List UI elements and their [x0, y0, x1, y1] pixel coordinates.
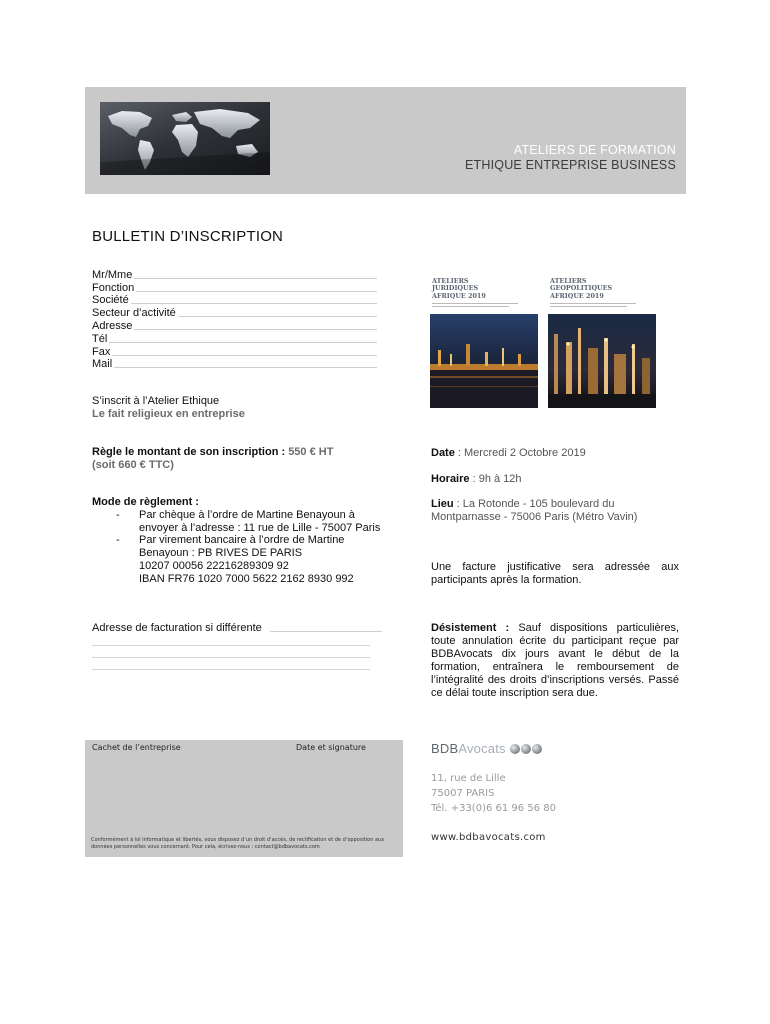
atelier-title: Le fait religieux en entreprise — [92, 408, 245, 420]
cover-title-line1: ATELIERS — [432, 277, 469, 285]
billing-line-2[interactable] — [92, 634, 370, 646]
field-mail[interactable] — [92, 358, 377, 371]
cover-title — [550, 278, 612, 300]
field-label: Tél — [92, 332, 108, 345]
cachet-label: Cachet de l’entreprise — [92, 743, 181, 752]
cover-subtitle-lines — [432, 301, 528, 309]
field-label: Mr/Mme — [92, 268, 133, 281]
field-label: Adresse — [92, 319, 133, 332]
field-input-line[interactable] — [109, 342, 377, 343]
desistement-policy — [431, 622, 679, 700]
brochure-covers — [430, 268, 690, 408]
desistement-text: Sauf dispositions particulières, toute annulation écrite du participant reçue par BDBAvocats dix jours avant le début de la formation, entraînera le remboursement de l’intégralité des droits d’inscriptions versés. Passé ce délai toute inscription sera due. — [431, 622, 679, 699]
logo-spheres-icon — [510, 744, 542, 754]
billing-address — [92, 622, 382, 670]
field-input-line[interactable] — [134, 329, 377, 330]
payment-methods-heading: Mode de règlement : — [92, 496, 199, 508]
list-item-line: envoyer à l’adresse : 11 rue de Lille - 75007 Paris — [139, 521, 381, 534]
field-fonction[interactable] — [92, 281, 377, 294]
payment-methods — [92, 496, 397, 586]
inscription-line1: S’inscrit à l’Atelier Ethique — [92, 395, 220, 407]
bullet-dash: - — [116, 534, 120, 547]
field-input-line[interactable] — [114, 367, 377, 368]
field-label: Mail — [92, 358, 113, 371]
payment-virement — [92, 534, 397, 585]
list-item-line: IBAN FR76 1020 7000 5622 2162 8930 992 — [139, 572, 354, 585]
refinery-night-image — [430, 314, 538, 408]
fee-ttc: (soit 660 € TTC) — [92, 459, 174, 471]
field-input-line[interactable] — [131, 303, 377, 304]
event-horaire — [431, 473, 679, 486]
lieu-label: Lieu — [431, 498, 454, 510]
horaire-value: : 9h à 12h — [469, 473, 522, 485]
billing-address-label: Adresse de facturation si différente — [92, 622, 262, 634]
date-value: : Mercredi 2 Octobre 2019 — [454, 447, 586, 459]
cover-title-line3: AFRIQUE 2019 — [550, 291, 604, 300]
lieu-value: : La Rotonde - 105 boulevard du Montparnasse - 75006 Paris (Métro Vavin) — [431, 498, 638, 523]
banner-title-line2: ETHIQUE ENTREPRISE BUSINESS — [465, 158, 676, 172]
event-date — [431, 447, 679, 460]
registration-form — [92, 268, 377, 370]
address-line: 75007 PARIS — [431, 788, 495, 799]
event-lieu — [431, 498, 671, 524]
cover-subtitle-lines — [550, 301, 646, 309]
payment-cheque — [92, 509, 397, 535]
fee-statement — [92, 446, 333, 472]
field-label: Secteur d’activité — [92, 307, 176, 320]
field-label: Fonction — [92, 281, 135, 294]
page-title: BULLETIN D’INSCRIPTION — [92, 228, 284, 245]
header-banner — [85, 87, 686, 194]
list-item-line: 10207 00056 22216289309 92 — [139, 559, 289, 572]
list-item-line: Benayoun : PB RIVES DE PARIS — [139, 547, 303, 560]
horaire-label: Horaire — [431, 473, 470, 485]
field-mr-mme[interactable] — [92, 268, 377, 281]
world-map-image — [100, 102, 270, 175]
billing-address-field[interactable] — [92, 622, 382, 634]
field-input-line[interactable] — [270, 631, 382, 632]
field-label: Société — [92, 294, 129, 307]
field-input-line[interactable] — [112, 355, 377, 356]
cover-title-line2: GEOPOLITIQUES — [550, 284, 613, 293]
date-label: Date — [431, 447, 455, 459]
address-line: 11, rue de Lille — [431, 773, 506, 784]
field-fax[interactable] — [92, 345, 377, 358]
field-secteur[interactable] — [92, 306, 377, 319]
address-phone: Tél. +33(0)6 61 96 56 80 — [431, 803, 556, 814]
bdbavocats-logo — [431, 741, 542, 756]
banner-title-line1: ATELIERS DE FORMATION — [513, 143, 676, 157]
atelier-inscription — [92, 395, 245, 421]
list-item-line: Par chèque à l’ordre de Martine Benayoun à — [139, 508, 355, 521]
cover-juridiques — [430, 268, 538, 408]
stamp-signature-box[interactable] — [85, 740, 403, 857]
cover-title — [432, 278, 486, 300]
billing-line-4[interactable] — [92, 658, 370, 670]
field-input-line[interactable] — [134, 278, 377, 279]
list-item-line: Par virement bancaire à l’ordre de Martine — [139, 534, 345, 547]
field-tel[interactable] — [92, 332, 377, 345]
date-signature-label: Date et signature — [296, 743, 366, 752]
desistement-label: Désistement : — [431, 622, 510, 634]
cover-title-line2: JURIDIQUES — [432, 284, 479, 293]
cover-title-line1: ATELIERS — [550, 277, 587, 285]
field-adresse[interactable] — [92, 319, 377, 332]
cover-title-line3: AFRIQUE 2019 — [432, 291, 486, 300]
field-input-line[interactable] — [136, 291, 377, 292]
logo-avocats: Avocats — [458, 741, 506, 756]
facture-note: Une facture justificative sera adressée aux participants après la formation. — [431, 561, 679, 586]
logo-bdb: BDB — [431, 741, 459, 756]
banner-title — [465, 143, 676, 173]
field-label: Fax — [92, 345, 111, 358]
fee-label: Règle le montant de son inscription : — [92, 446, 289, 458]
bullet-dash: - — [116, 508, 120, 521]
field-societe[interactable] — [92, 294, 377, 307]
billing-line-3[interactable] — [92, 646, 370, 658]
fee-amount: 550 € HT — [288, 446, 334, 458]
firm-address — [431, 771, 556, 816]
plant-night-image — [548, 314, 656, 408]
privacy-note: Conformément à loi informatique et libertés, vous disposez d’un droit d’accès, de rectification et de d’opposition aux données personnelles vous concernant. Pour cela, écrivez-nous : contact@bdbavocats.com — [91, 837, 385, 850]
field-input-line[interactable] — [178, 316, 377, 317]
cover-geopolitiques — [548, 268, 656, 408]
website-link[interactable]: www.bdbavocats.com — [431, 832, 546, 843]
